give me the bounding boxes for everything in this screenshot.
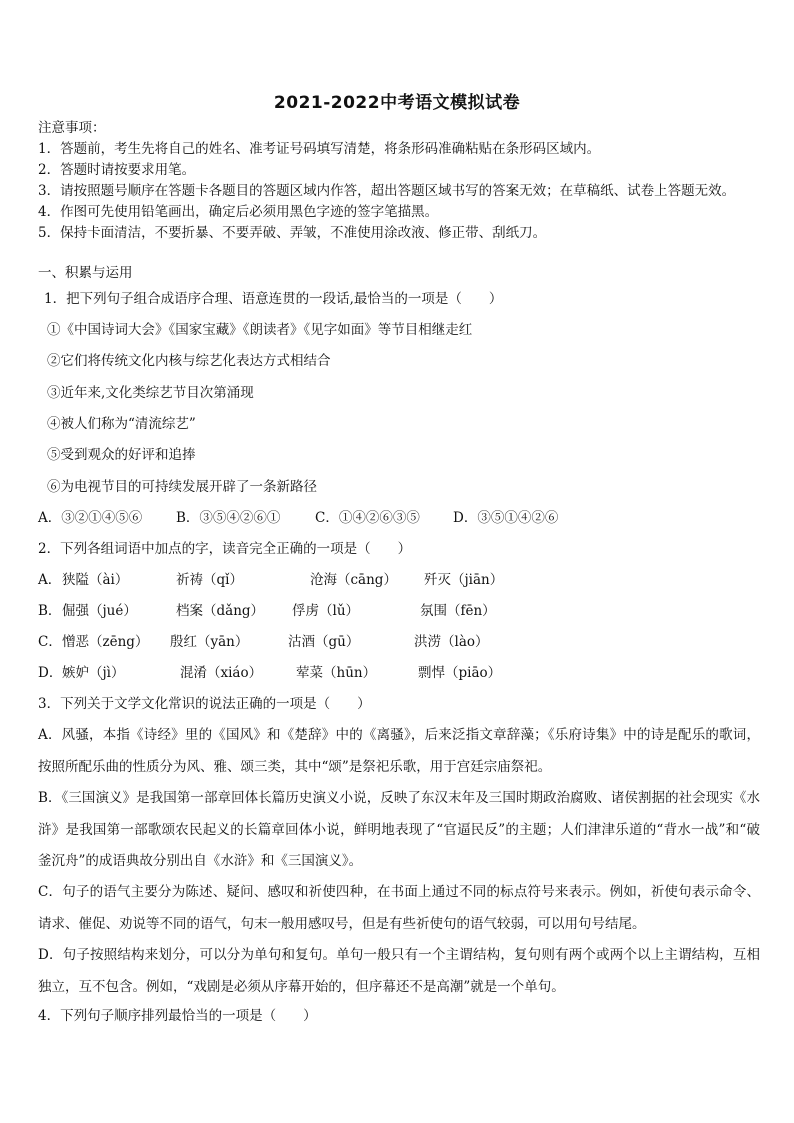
q1-option-a: A．③②①④⑤⑥	[38, 510, 143, 526]
q1-option-d: D．③⑤①④②⑥	[453, 510, 559, 526]
q3-option-b: B．《三国演义》是我国第一部章回体长篇历史演义小说，反映了东汉末年及三国时期政治腐败、诸侯割据的社会现实《水浒》是我国第一部歌颂农民起义的长篇章回体小说，鲜明地表现了“官逼民反”的主题；人们津津乐道的“背水一战”和“破釜沉舟”的成语典故分别出自《水浒》和《三国演义》。	[38, 790, 760, 869]
q3-stem: 3．下列关于文学文化常识的说法正确的一项是（ ）	[38, 696, 371, 712]
q2-word: 倔强（jué）	[62, 603, 137, 619]
q1-option-b: B．③⑤④②⑥①	[176, 510, 281, 526]
q2-word: 憎恶（zēng）	[62, 634, 149, 650]
q2-row-label: B．	[38, 603, 62, 619]
q2-word: 氛围（fēn）	[420, 603, 496, 619]
q2-word: 俘虏（lǔ）	[292, 603, 360, 619]
exam-title: 2021-2022中考语文模拟试卷	[273, 93, 521, 113]
q2-stem: 2．下列各组词语中加点的字，读音完全正确的一项是（ ）	[38, 541, 412, 557]
q1-sentence: ⑥为电视节目的可持续发展开辟了一条新路径	[47, 479, 317, 495]
q2-word: 殷红（yān）	[170, 634, 249, 650]
q1-sentence: ②它们将传统文化内核与综艺化表达方式相结合	[47, 353, 331, 369]
q3-option-d: D．句子按照结构来划分，可以分为单句和复句。单句一般只有一个主谓结构，复句则有两个或两个以上主谓结构，互相独立，互不包含。例如，“戏剧是必须从序幕开始的，但序幕还不是高潮”就是一个单句。	[38, 947, 760, 995]
note-item: 2．答题时请按要求用笔。	[38, 162, 196, 178]
q2-word: 档案（dǎng）	[176, 603, 265, 619]
note-item: 5．保持卡面清洁，不要折暴、不要弄破、弄皱，不准使用涂改液、修正带、刮纸刀。	[38, 225, 547, 241]
q2-word: 祈祷（qǐ）	[176, 572, 243, 588]
note-item: 3．请按照题号顺序在答题卡各题目的答题区域内作答，超出答题区域书写的答案无效；在草稿纸、试卷上答题无效。	[38, 183, 736, 199]
q2-row-label: C．	[38, 634, 62, 650]
note-item: 1．答题前，考生先将自己的姓名、准考证号码填写清楚，将条形码准确粘贴在条形码区域内。	[38, 141, 601, 157]
q2-word: 剽悍（piāo）	[418, 665, 502, 681]
q2-word: 荤菜（hūn）	[296, 665, 377, 681]
q1-sentence: ⑤受到观众的好评和追捧	[47, 447, 196, 463]
note-item: 4．作图可先使用铅笔画出，确定后必须用黑色字迹的签字笔描黑。	[38, 204, 439, 220]
q1-stem: 1．把下列句子组合成语序合理、语意连贯的一段话,最恰当的一项是（ ）	[44, 291, 503, 307]
section-heading: 一、积累与运用	[38, 265, 133, 281]
q1-sentence: ③近年来,文化类综艺节目次第涌现	[47, 385, 254, 401]
q2-word: 沧海（cāng）	[310, 572, 397, 588]
q1-sentence: ①《中国诗词大会》《国家宝藏》《朗读者》《见字如面》等节目相继走红	[47, 322, 473, 338]
q3-option-c: C．句子的语气主要分为陈述、疑问、感叹和祈使四种，在书面上通过不同的标点符号来表示。例如，祈使句表示命令、请求、催促、劝说等不同的语气，句末一般用感叹号，但是有些祈使句的语气较弱，可以用句号结尾。	[38, 884, 760, 932]
q4-stem: 4．下列句子顺序排列最恰当的一项是（ ）	[38, 1008, 317, 1024]
q2-word: 洪涝（lào）	[414, 634, 489, 650]
q2-word: 嫉妒（jì）	[62, 665, 125, 681]
q3-option-a: A．风骚，本指《诗经》里的《国风》和《楚辞》中的《离骚》，后来泛指文章辞藻；《乐府诗集》中的诗是配乐的歌词，按照所配乐曲的性质分为风、雅、颂三类，其中“颂”是祭祀乐歌，用于宫廷宗庙祭祀。	[38, 727, 760, 775]
q2-word: 沽酒（gū）	[288, 634, 360, 650]
q2-word: 混淆（xiáo）	[180, 665, 263, 681]
q2-row-label: D．	[38, 665, 63, 681]
notes-heading: 注意事项：	[38, 120, 106, 136]
q1-sentence: ④被人们称为“清流综艺”	[47, 416, 196, 432]
q2-word: 狭隘（ài）	[62, 572, 129, 588]
q2-row-label: A．	[38, 572, 62, 588]
q1-option-c: C．①④②⑥③⑤	[315, 510, 420, 526]
q2-word: 歼灭（jiān）	[424, 572, 504, 588]
